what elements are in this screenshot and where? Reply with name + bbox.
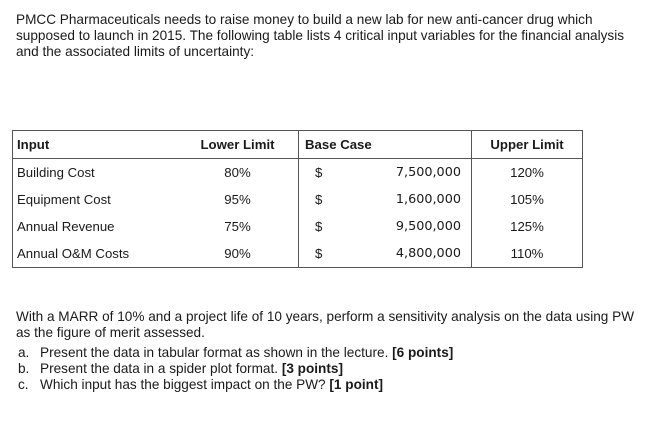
row-input: Equipment Cost bbox=[13, 186, 178, 213]
row-currency: $ bbox=[299, 159, 366, 187]
row-base-case: 7,500,000 bbox=[395, 165, 461, 180]
row-input: Annual Revenue bbox=[13, 213, 178, 240]
row-upper-limit: 125% bbox=[472, 213, 583, 240]
header-upper-limit: Upper Limit bbox=[472, 131, 583, 159]
part-points: [3 points] bbox=[281, 361, 343, 376]
part-points: [6 points] bbox=[392, 345, 454, 360]
part-text: Present the data in a spider plot format. bbox=[40, 361, 282, 376]
row-currency: $ bbox=[299, 213, 366, 240]
row-lower-limit: 95% bbox=[224, 192, 251, 207]
row-lower-limit: 90% bbox=[177, 240, 299, 268]
table-row bbox=[13, 240, 583, 268]
table-row bbox=[13, 213, 583, 240]
problem-intro: PMCC Pharmaceuticals needs to raise money to build a new lab for new anti-cancer drug which supposed to launch in 2015. The following table lists 4 critical input variables for the financial analysis and the associated limits of uncertainty: bbox=[16, 12, 625, 59]
header-base-case: Base Case bbox=[299, 131, 472, 159]
part-text: Present the data in tabular format as shown in the lecture. bbox=[40, 345, 393, 360]
part-points: [1 point] bbox=[329, 377, 384, 392]
row-upper-limit: 110% bbox=[472, 240, 583, 268]
part-letter: a. bbox=[18, 345, 30, 360]
task-statement: With a MARR of 10% and a project life of 10 years, perform a sensitivity analysis on the data using PW as the figure of merit assessed. bbox=[16, 309, 635, 340]
row-lower-limit: 75% bbox=[224, 219, 251, 234]
row-base-case: 9,500,000 bbox=[395, 219, 461, 234]
header-input: Input bbox=[13, 131, 178, 159]
part-text: Which input has the biggest impact on the PW? bbox=[40, 377, 330, 392]
table-row bbox=[13, 186, 583, 213]
part-letter: b. bbox=[18, 361, 30, 376]
row-base-case: 1,600,000 bbox=[395, 192, 461, 207]
uncertainty-table bbox=[12, 130, 583, 268]
list-item bbox=[16, 361, 453, 377]
question-parts bbox=[16, 345, 453, 393]
row-upper-limit: 120% bbox=[472, 159, 583, 187]
row-currency: $ bbox=[299, 240, 366, 268]
header-lower-limit: Lower Limit bbox=[177, 131, 299, 159]
list-item bbox=[16, 377, 453, 393]
table-header-row bbox=[13, 131, 583, 159]
row-currency: $ bbox=[299, 186, 366, 213]
list-item bbox=[16, 345, 453, 361]
row-base-case: 4,800,000 bbox=[365, 240, 472, 268]
row-upper-limit: 105% bbox=[472, 186, 583, 213]
part-letter: c. bbox=[18, 377, 29, 392]
table-row bbox=[13, 159, 583, 187]
row-input: Annual O&M Costs bbox=[13, 240, 178, 268]
row-input: Building Cost bbox=[13, 159, 178, 187]
row-lower-limit: 80% bbox=[224, 165, 251, 180]
